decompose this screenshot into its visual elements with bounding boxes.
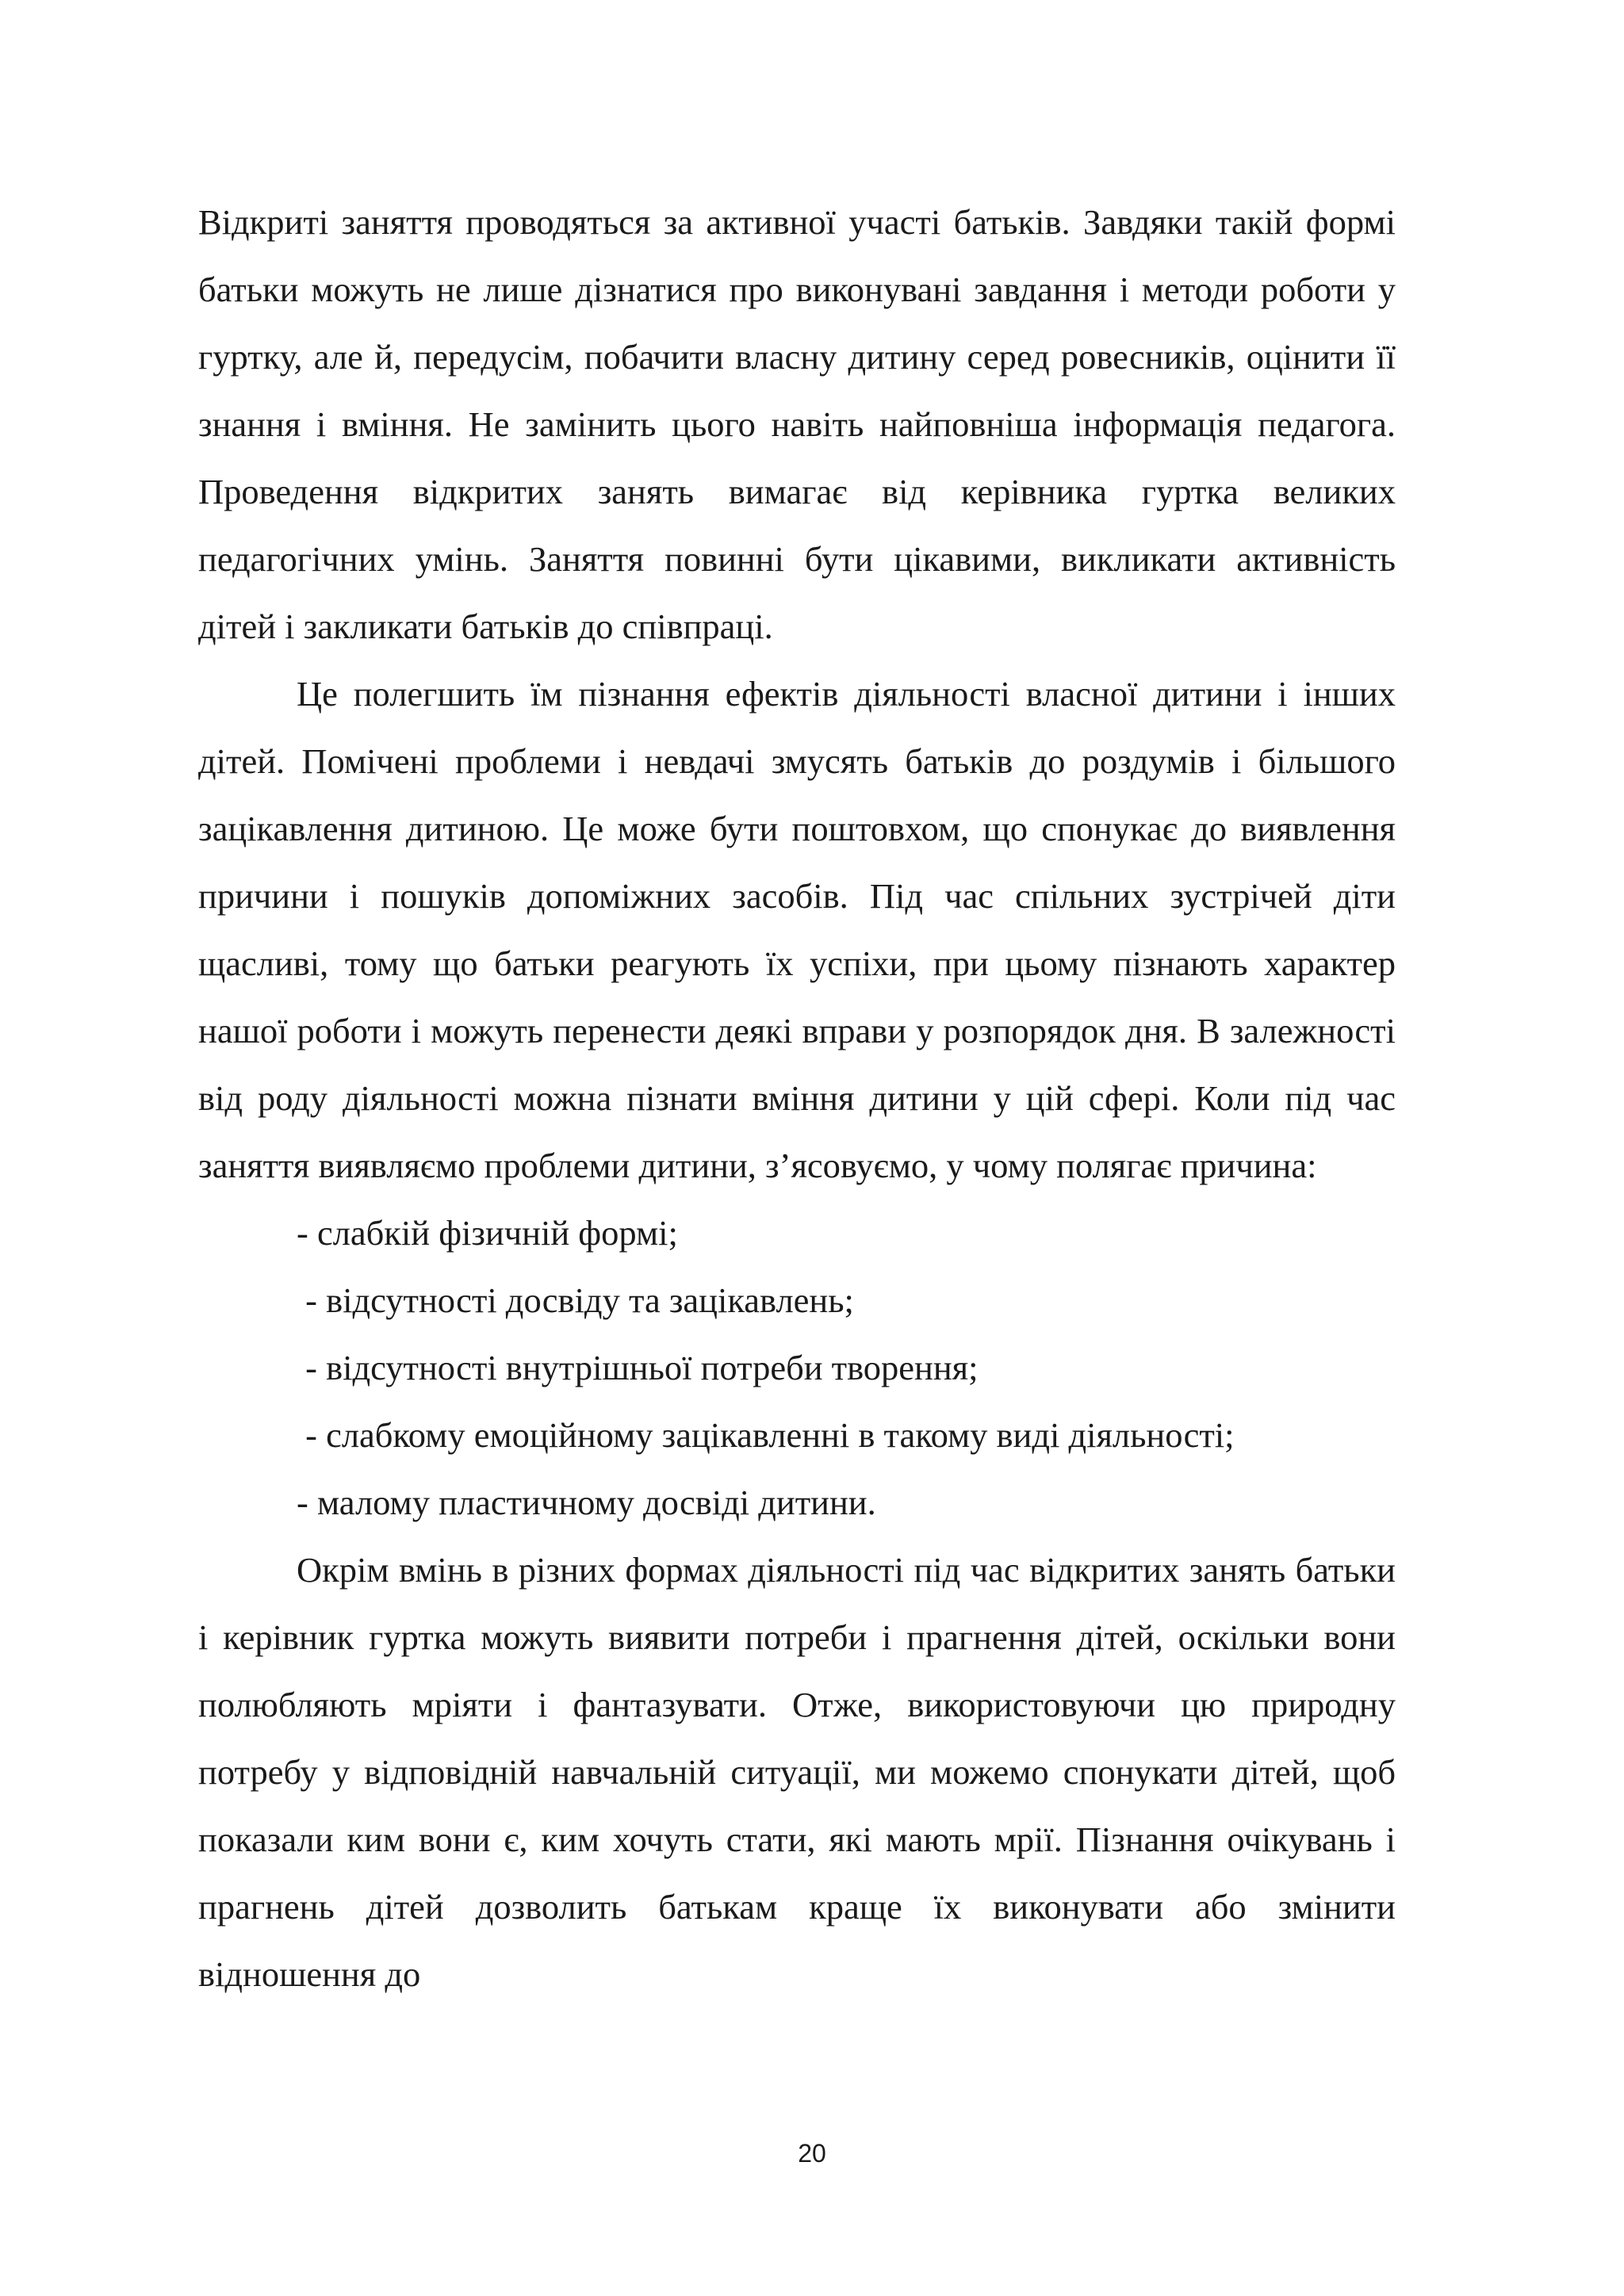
list-item: - відсутності внутрішньої потреби творення; xyxy=(297,1348,979,1387)
list-item: - слабкій фізичній формі; xyxy=(297,1213,678,1253)
page-number: 20 xyxy=(798,2139,826,2168)
list-item: - слабкому емоційному зацікавленні в такому виді діяльності; xyxy=(297,1415,1235,1455)
paragraph-benefits: Це полегшить їм пізнання ефектів діяльності власної дитини і інших дітей. Помічені проблеми і невдачі змусять батьків до роздумів і більшого зацікавлення дитиною. Це може бути поштовхом, що спонукає до виявлення причини і пошуків допоміжних засобів. Під час спільних зустрічей діти щасливі, тому що батьки реагують їх успіхи, при цьому пізнають характер нашої роботи і можуть перенести деякі вправи у розпорядок дня. В залежності від роду діяльності можна пізнати вміння дитини у цій сфері. Коли під час заняття виявляємо проблеми дитини, з’ясовуємо, у чому полягає причина: xyxy=(198,674,1396,1185)
list-item: - малому пластичному досвіді дитини. xyxy=(297,1483,876,1522)
paragraph-closing: Окрім вмінь в різних формах діяльності під час відкритих занять батьки і керівник гуртка можуть виявити потреби і прагнення дітей, оскільки вони полюбляють мріяти і фантазувати. Отже, використовуючи цю природну потребу у відповідній навчальній ситуації, ми можемо спонукати дітей, щоб показали ким вони є, ким хочуть стати, які мають мрії. Пізнання очікувань і прагнень дітей дозволить батькам краще їх виконувати або змінити відношення до xyxy=(198,1550,1396,1994)
body-text xyxy=(198,189,1396,2008)
causes-list xyxy=(198,1200,1396,1536)
paragraph-open-lessons: Відкриті заняття проводяться за активної участі батьків. Завдяки такій формі батьки можуть не лише дізнатися про виконувані завдання і методи роботи у гуртку, але й, передусім, побачити власну дитину серед ровесників, оцінити її знання і вміння. Не замінить цього навіть найповніша інформація педагога. Проведення відкритих занять вимагає від керівника гуртка великих педагогічних умінь. Заняття повинні бути цікавими, викликати активність дітей і закликати батьків до співпраці. xyxy=(198,202,1396,646)
list-item: - відсутності досвіду та зацікавлень; xyxy=(297,1280,854,1320)
